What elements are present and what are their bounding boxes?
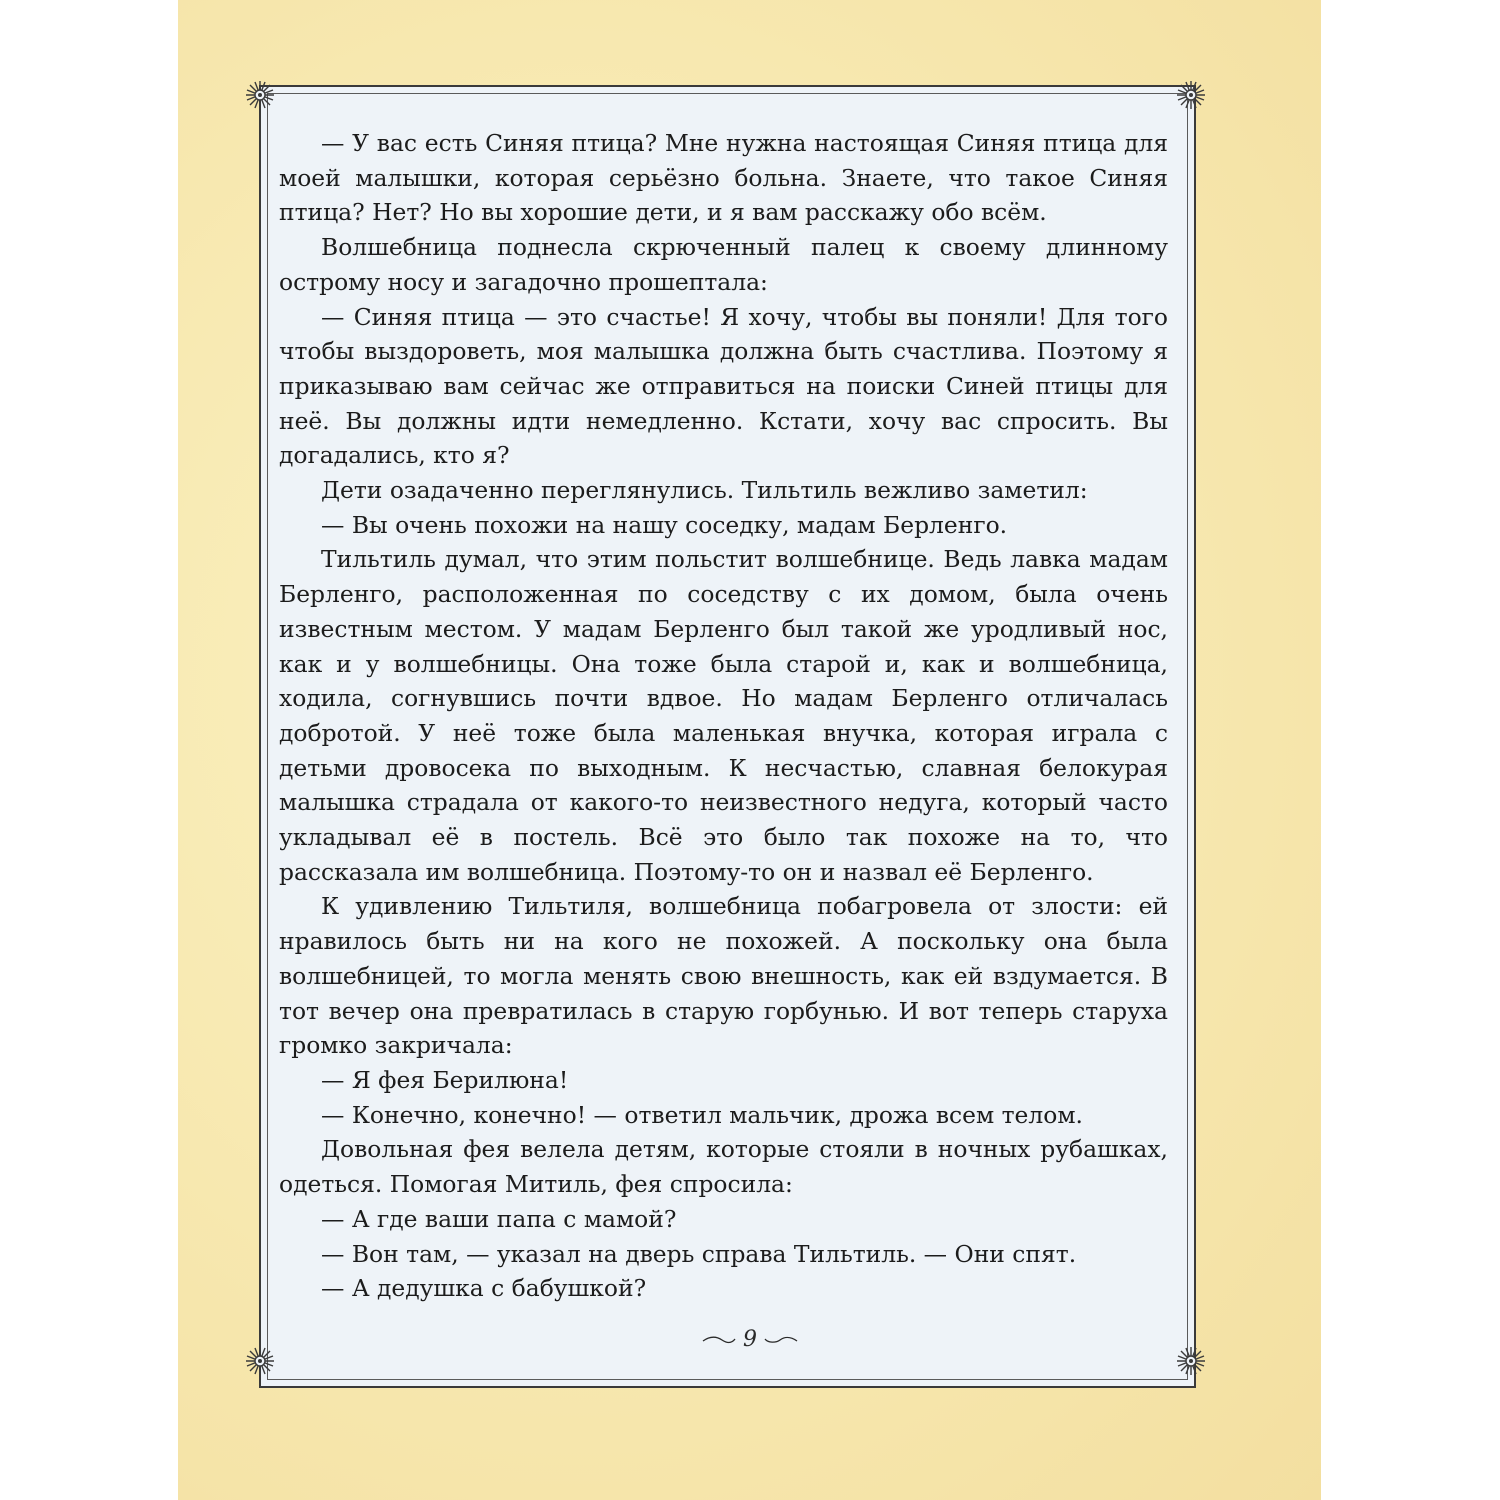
paragraph: — А где ваши папа с мамой?	[321, 1204, 677, 1233]
paragraph: Довольная фея велела детям, которые стояли в ночных рубашках, одеться. Помогая Митиль, фея спросила:	[279, 1135, 1168, 1199]
paragraph: — Вон там, — указал на дверь справа Тильтиль. — Они спят.	[321, 1239, 1077, 1268]
swash-right-icon	[764, 1335, 798, 1345]
sunburst-icon	[1176, 80, 1206, 110]
page-number: 9	[743, 1327, 757, 1352]
sunburst-icon	[245, 1346, 275, 1376]
paragraph: — Конечно, конечно! — ответил мальчик, дрожа всем телом.	[321, 1100, 1083, 1129]
body-text	[279, 126, 1168, 1306]
paragraph: Дети озадаченно переглянулись. Тильтиль вежливо заметил:	[321, 476, 1088, 505]
paragraph: — А дедушка с бабушкой?	[321, 1274, 647, 1303]
page-number-footer	[650, 1322, 850, 1358]
paragraph: Тильтиль думал, что этим польстит волшебнице. Ведь лавка мадам Берленго, расположенная по соседству с их домом, была очень известным местом. У мадам Берленго был такой же уродливый нос, как и у волшебницы. Она тоже была старой и, как и волшебница, ходила, согнувшись почти вдвое. Но мадам Берленго отличалась добротой. У неё тоже была маленькая внучка, которая играла с детьми дровосека по выходным. К несчастью, славная белокурая малышка страдала от какого-то неизвестного недуга, который часто укладывал её в постель. Всё это было так похоже на то, что рассказала им волшебница. Поэтому-то он и назвал её Берленго.	[279, 545, 1168, 886]
sunburst-icon	[245, 80, 275, 110]
paragraph: — Синяя птица — это счастье! Я хочу, чтобы вы поняли! Для того чтобы выздороветь, моя малышка должна быть счастлива. Поэтому я приказываю вам сейчас же отправиться на поиски Синей птицы для неё. Вы должны идти немедленно. Кстати, хочу вас спросить. Вы догадались, кто я?	[279, 302, 1168, 470]
sunburst-icon	[1176, 1346, 1206, 1376]
swash-left-icon	[702, 1335, 736, 1345]
paragraph: — Я фея Берилюна!	[321, 1065, 569, 1094]
paragraph: — У вас есть Синяя птица? Мне нужна настоящая Синяя птица для моей малышки, которая серьёзно больна. Знаете, что такое Синяя птица? Нет? Но вы хорошие дети, и я вам расскажу обо всём.	[279, 129, 1168, 227]
paragraph: К удивлению Тильтиля, волшебница побагровела от злости: ей нравилось быть ни на кого не похожей. А поскольку она была волшебницей, то могла менять свою внешность, как ей вздумается. В тот вечер она превратилась в старую горбунью. И вот теперь старуха громко закричала:	[279, 892, 1168, 1060]
paragraph: Волшебница поднесла скрюченный палец к своему длинному острому носу и загадочно прошептала:	[279, 233, 1168, 296]
paragraph: — Вы очень похожи на нашу соседку, мадам Берленго.	[321, 510, 1008, 539]
